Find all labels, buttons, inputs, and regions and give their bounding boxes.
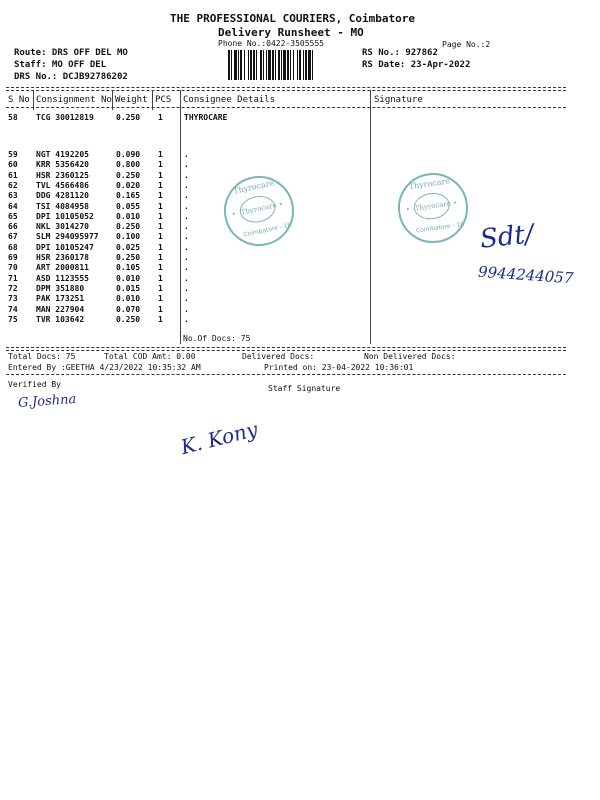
cell-pcs: 1 [158, 253, 163, 262]
cell-pcs: 1 [158, 150, 163, 159]
cell-pcs: 1 [158, 170, 163, 180]
cell-weight: 0.090 [116, 150, 141, 159]
cell-weight: 0.010 [116, 294, 141, 304]
cell-pcs: 1 [158, 263, 163, 273]
cell-consignee: . [184, 170, 189, 180]
cell-consignment: ART 2000811 [36, 263, 89, 273]
cell-sno: 58 [8, 113, 18, 122]
entered-by: Entered By :GEETHA 4/23/2022 10:35:32 AM [8, 363, 201, 372]
phone-number: Phone No.:0422-3505555 [218, 39, 324, 48]
cell-consignee: . [184, 242, 189, 252]
star-icon: ★ [231, 209, 237, 218]
stamp-top-text: Thyrocare [232, 178, 275, 196]
table-bottom-rule [6, 347, 566, 348]
cell-sno: 68 [8, 242, 18, 252]
cell-consignment: NGT 4192205 [36, 150, 89, 159]
cell-consignee: . [184, 201, 189, 211]
staff: Staff: MO OFF DEL [14, 60, 107, 70]
cell-pcs: 1 [158, 294, 163, 304]
col-header-consignment: Consignment No [36, 95, 112, 105]
cell-consignee: . [184, 191, 189, 201]
cell-pcs: 1 [158, 113, 163, 122]
cell-sno: 69 [8, 253, 18, 262]
cell-consignee: . [184, 232, 189, 242]
page-number: Page No.:2 [442, 40, 491, 49]
cell-consignment: DDG 4281120 [36, 191, 89, 201]
cell-sno: 60 [8, 160, 18, 170]
col-header-sno: S No [8, 95, 30, 105]
cell-weight: 0.020 [116, 180, 141, 190]
cell-pcs: 1 [158, 304, 163, 314]
cell-consignee: . [184, 294, 189, 304]
cell-consignment: KRR 5356420 [36, 160, 89, 170]
cell-weight: 0.010 [116, 211, 141, 221]
table-bottom-rule-2 [6, 350, 566, 351]
cell-consignee: THYROCARE [184, 113, 228, 122]
table-top-rule [6, 87, 566, 88]
cell-weight: 0.105 [116, 263, 141, 273]
rs-number: RS No.: 927862 [362, 48, 438, 58]
cell-consignment: TSI 4084958 [36, 201, 89, 211]
star-icon: ★ [452, 198, 458, 207]
cell-sno: 61 [8, 170, 18, 180]
table-row [8, 305, 568, 315]
cell-consignee: . [184, 160, 189, 170]
stamp-bottom-text: Coimbatore - 18 [242, 221, 292, 239]
cell-consignment: TVL 4566486 [36, 180, 89, 190]
cell-weight: 0.250 [116, 170, 141, 180]
cell-consignment: MAN 227904 [36, 304, 85, 314]
cell-consignment: DPI 10105247 [36, 242, 94, 252]
stamp-top-text: Thyrocare [408, 176, 451, 192]
cell-pcs: 1 [158, 160, 163, 170]
table-row [8, 171, 568, 181]
cell-weight: 0.070 [116, 304, 141, 314]
cell-sno: 75 [8, 314, 18, 324]
cell-sno: 70 [8, 263, 18, 273]
cell-consignment: DPI 10105052 [36, 211, 94, 221]
table-row [8, 253, 568, 263]
total-docs: Total Docs: 75 [8, 352, 76, 361]
barcode [228, 50, 346, 80]
col-divider [152, 90, 153, 110]
cell-weight: 0.250 [116, 222, 141, 232]
table-row [8, 315, 568, 325]
cell-weight: 0.800 [116, 160, 141, 170]
table-row [8, 284, 568, 294]
cell-consignee: . [184, 273, 189, 283]
cell-sno: 72 [8, 283, 18, 293]
cell-pcs: 1 [158, 211, 163, 221]
cell-consignment: NKL 3014270 [36, 222, 89, 232]
cell-pcs: 1 [158, 180, 163, 190]
col-header-consignee: Consignee Details [183, 95, 276, 105]
staff-handwritten-signature: K. Kony [178, 416, 261, 460]
table-row [8, 294, 568, 304]
stamp-center-text: Thyrocare [237, 193, 278, 226]
table-top-rule-2 [6, 90, 566, 91]
cell-consignment: HSR 2360125 [36, 170, 89, 180]
cell-pcs: 1 [158, 191, 163, 201]
cell-consignee: . [184, 180, 189, 190]
cell-pcs: 1 [158, 201, 163, 211]
table-row [8, 160, 568, 170]
cell-sno: 67 [8, 232, 18, 242]
handwritten-signature: Sdt/ [478, 219, 536, 255]
cell-consignee: . [184, 283, 189, 293]
cell-consignee: . [184, 263, 189, 273]
cell-weight: 0.025 [116, 242, 141, 252]
stamp-center-text: Thyrocare [412, 191, 451, 222]
star-icon: ★ [405, 205, 410, 213]
rs-date: RS Date: 23-Apr-2022 [362, 60, 471, 70]
table-row [8, 150, 568, 160]
cell-sno: 63 [8, 191, 18, 201]
col-header-pcs: PCS [155, 95, 172, 105]
cell-weight: 0.250 [116, 314, 141, 324]
stamp-bottom-text: Coimbatore - 18 [415, 220, 465, 235]
col-header-signature: Signature [374, 95, 423, 105]
cell-consignment: DPM 351880 [36, 283, 85, 293]
verified-by-label: Verified By [8, 380, 61, 389]
cell-consignee: . [184, 222, 189, 232]
cell-consignee: . [184, 314, 189, 324]
header-bottom-rule [6, 107, 566, 108]
cell-sno: 62 [8, 180, 18, 190]
cell-pcs: 1 [158, 273, 163, 283]
cell-weight: 0.100 [116, 232, 141, 242]
star-icon: ★ [278, 200, 284, 208]
cell-consignment: HSR 2360178 [36, 253, 89, 262]
cell-consignment: ASD 1123555 [36, 273, 89, 283]
cell-pcs: 1 [158, 314, 163, 324]
cell-consignment: PAK 173251 [36, 294, 85, 304]
cell-pcs: 1 [158, 242, 163, 252]
verifier-signature: G.Joshna [17, 391, 77, 412]
document-title: Delivery Runsheet - MO [218, 26, 364, 39]
cell-pcs: 1 [158, 283, 163, 293]
col-header-weight: Weight [115, 95, 148, 105]
cell-consignee: . [184, 211, 189, 221]
cell-pcs: 1 [158, 232, 163, 242]
company-name: THE PROFESSIONAL COURIERS, Coimbatore [170, 12, 416, 25]
cell-consignee: . [184, 253, 189, 262]
cell-sno: 65 [8, 211, 18, 221]
cell-sno: 59 [8, 150, 18, 159]
drs-number: DRS No.: DCJB92786202 [14, 72, 128, 82]
cell-sno: 66 [8, 222, 18, 232]
route: Route: DRS OFF DEL MO [14, 48, 128, 58]
col-divider [112, 90, 113, 110]
cell-sno: 73 [8, 294, 18, 304]
footer-rule [6, 374, 566, 375]
handwritten-phone: 9944244057 [477, 262, 574, 288]
cell-weight: 0.250 [116, 113, 141, 122]
delivered-docs: Delivered Docs: [242, 352, 315, 361]
no-of-docs: No.Of Docs: 75 [183, 334, 251, 343]
cell-weight: 0.165 [116, 191, 141, 201]
table-row [8, 181, 568, 191]
cell-weight: 0.010 [116, 273, 141, 283]
cell-consignment: SLM 294095977 [36, 232, 99, 242]
table-row [8, 113, 568, 123]
cell-consignment: TCG 30012819 [36, 113, 94, 122]
cell-sno: 71 [8, 273, 18, 283]
cell-pcs: 1 [158, 222, 163, 232]
cell-weight: 0.250 [116, 253, 141, 262]
cell-weight: 0.015 [116, 283, 141, 293]
cell-consignee: . [184, 150, 189, 159]
cell-sno: 64 [8, 201, 18, 211]
col-divider [33, 90, 34, 110]
staff-signature-label: Staff Signature [268, 384, 341, 393]
printed-on: Printed on: 23-04-2022 10:36:01 [264, 363, 414, 372]
total-cod-amount: Total COD Amt: 0.00 [104, 352, 196, 361]
cell-consignee: . [184, 304, 189, 314]
cell-consignment: TVR 103642 [36, 314, 85, 324]
non-delivered-docs: Non Delivered Docs: [364, 352, 456, 361]
cell-weight: 0.055 [116, 201, 141, 211]
cell-sno: 74 [8, 304, 18, 314]
